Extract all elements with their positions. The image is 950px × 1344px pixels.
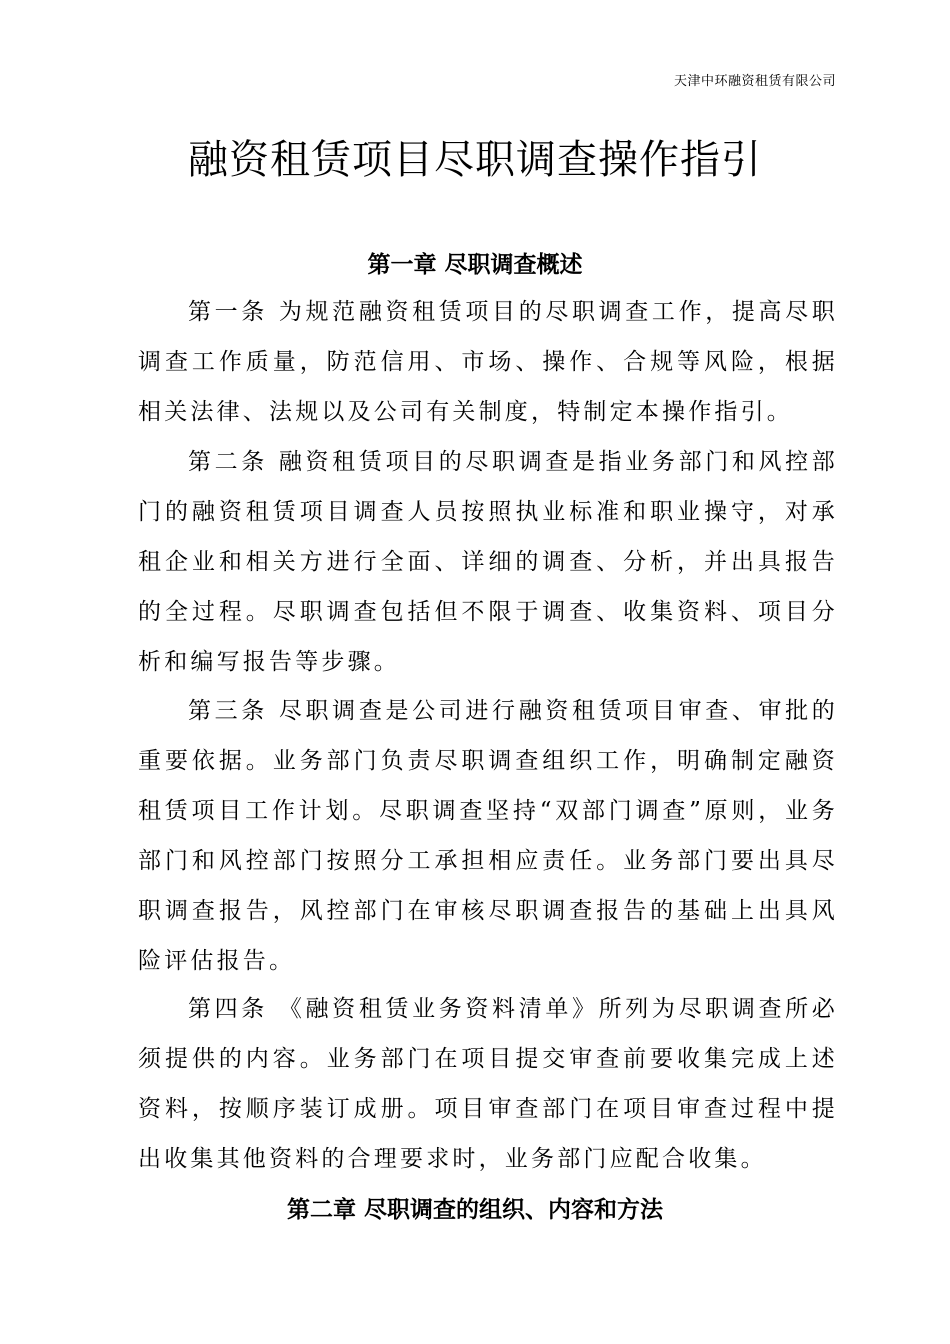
article-1: 第一条 为规范融资租赁项目的尽职调查工作，提高尽职调查工作质量，防范信用、市场、操作、合规等风险，根据相关法律、法规以及公司有关制度，特制定本操作指引。 (138, 299, 838, 425)
article-2: 第二条 融资租赁项目的尽职调查是指业务部门和风控部门的融资租赁项目调查人员按照执业标准和职业操守，对承租企业和相关方进行全面、详细的调查、分析，并出具报告的全过程。尽职调查包括但不限于调查、收集资料、项目分析和编写报告等步骤。 (138, 449, 838, 675)
article-3: 第三条 尽职调查是公司进行融资租赁项目审查、审批的重要依据。业务部门负责尽职调查组织工作，明确制定融资租赁项目工作计划。尽职调查坚持“双部门调查”原则，业务部门和风控部门按照分工承担相应责任。业务部门要出具尽职调查报告，风控部门在审核尽职调查报告的基础上出具风险评估报告。 (138, 698, 838, 974)
chapter-heading-2: 第二章 尽职调查的组织、内容和方法 (286, 1197, 663, 1223)
header-company-name: 天津中环融资租赁有限公司 (673, 74, 836, 89)
chapter-heading-1: 第一章 尽职调查概述 (367, 252, 583, 278)
document-title: 融资租赁项目尽职调查操作指引 (188, 137, 762, 183)
article-4: 第四条 《融资租赁业务资料清单》所列为尽职调查所必须提供的内容。业务部门在项目提交审查前要收集完成上述资料，按顺序装订成册。项目审查部门在项目审查过程中提出收集其他资料的合理要求时，业务部门应配合收集。 (138, 996, 838, 1172)
